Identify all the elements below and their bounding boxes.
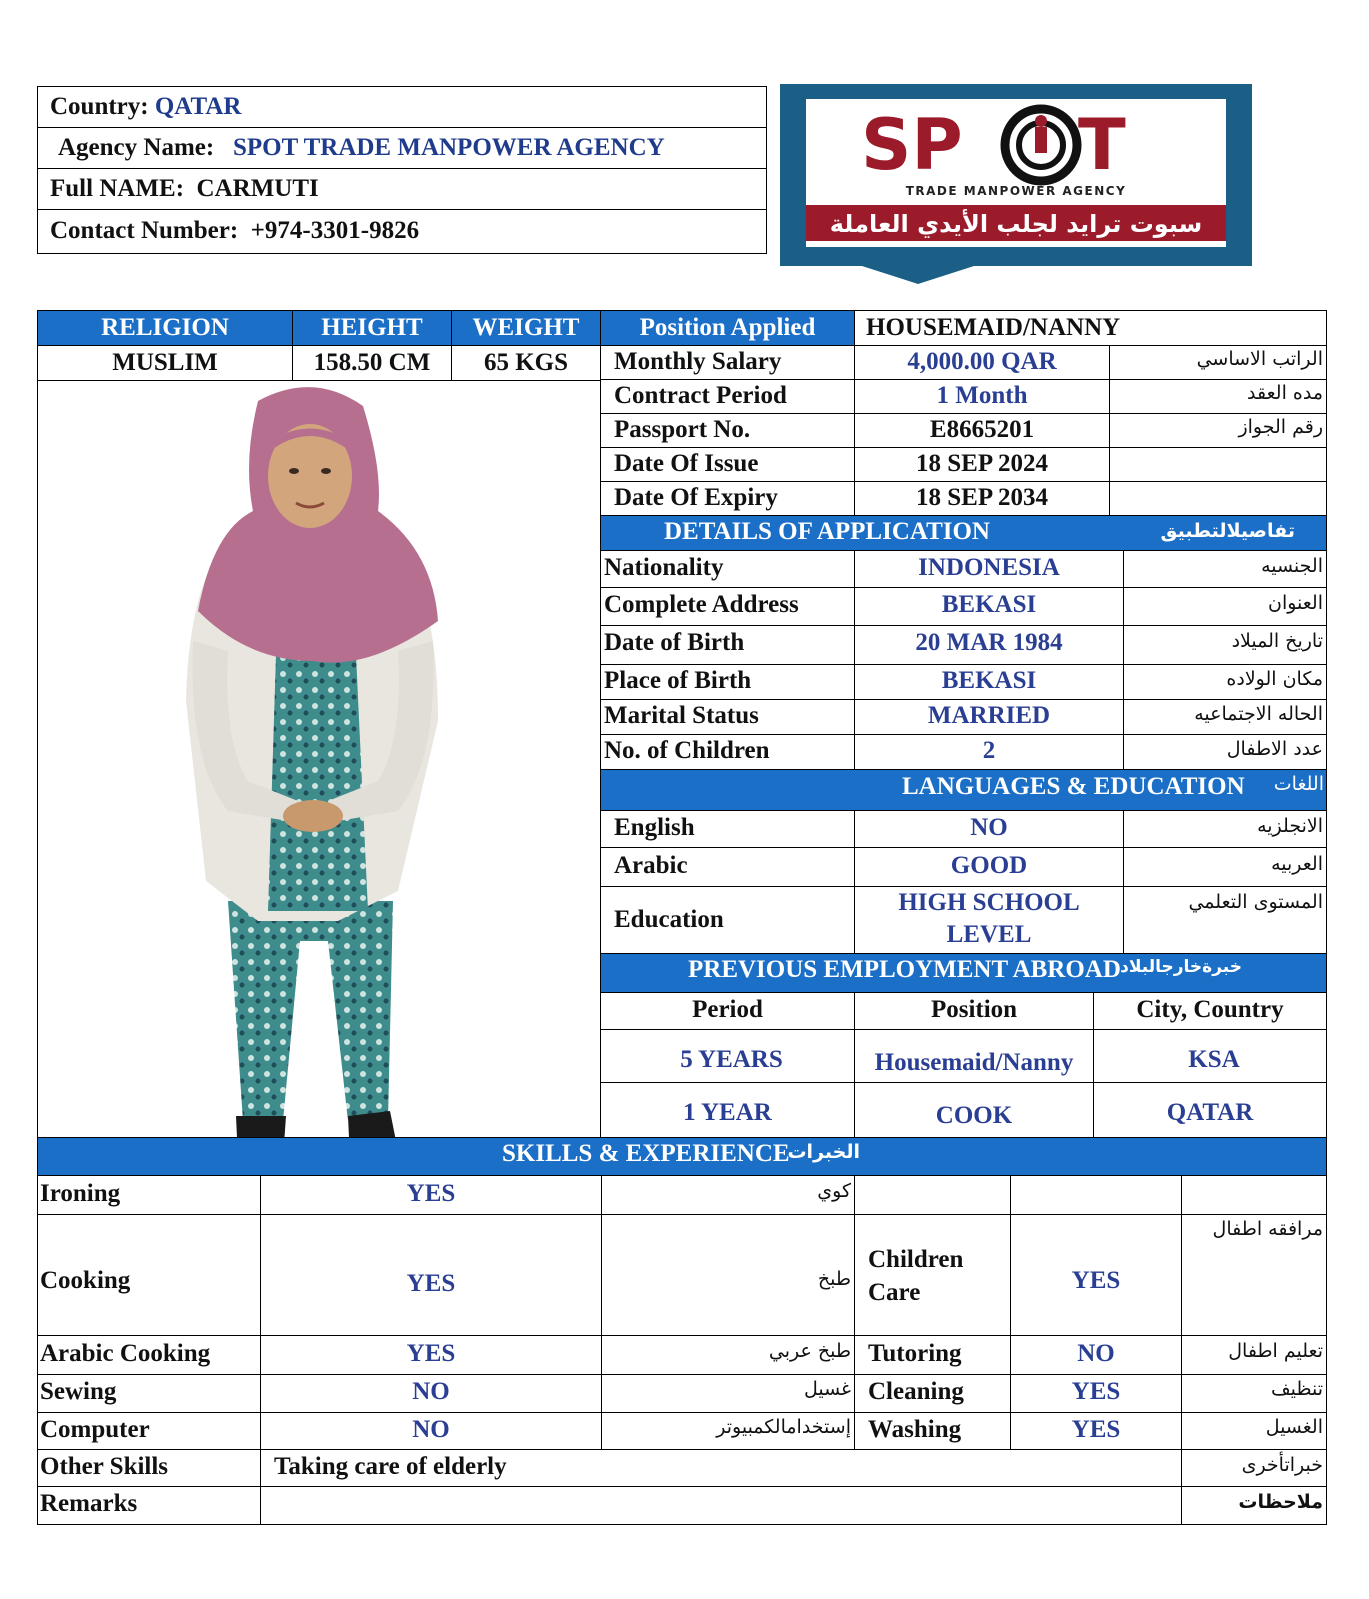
religion-header: RELIGION xyxy=(101,314,229,341)
education-value-line1: HIGH SCHOOL xyxy=(898,889,1080,916)
arabic-label: Arabic xyxy=(614,852,688,879)
employment-title: PREVIOUS EMPLOYMENT ABROAD xyxy=(688,956,1121,983)
salary-label: Monthly Salary xyxy=(614,348,782,375)
nationality-ar: الجنسيه xyxy=(1261,555,1323,577)
contact-label: Contact Number: xyxy=(50,216,239,244)
fullname-label: Full NAME: xyxy=(50,175,185,202)
agency-value: SPOT TRADE MANPOWER AGENCY xyxy=(232,134,665,161)
logo-subtitle: TRADE MANPOWER AGENCY xyxy=(905,184,1127,198)
expiry-date-value: 18 SEP 2034 xyxy=(916,484,1048,511)
arabic-ar: العربيه xyxy=(1271,853,1323,875)
dob-label: Date of Birth xyxy=(604,629,745,656)
employment-city-country: QATAR xyxy=(1166,1099,1254,1126)
washing-ar: الغسيل xyxy=(1265,1416,1323,1438)
spot-logo-graphic xyxy=(806,99,1226,247)
employment-title-ar: خبرةخارجالبلاد xyxy=(1120,957,1242,977)
remarks-value-cell xyxy=(260,1486,1182,1525)
contract-period-value: 1 Month xyxy=(936,382,1028,409)
arabic-cooking-ar: طبخ عربي xyxy=(768,1340,851,1362)
pob-label: Place of Birth xyxy=(604,667,752,694)
employment-city-country: KSA xyxy=(1188,1046,1240,1073)
languages-title: LANGUAGES & EDUCATION xyxy=(902,773,1245,800)
agency-logo xyxy=(780,84,1252,266)
height-header: HEIGHT xyxy=(321,314,423,341)
height-value: 158.50 CM xyxy=(313,349,431,376)
passport-value: E8665201 xyxy=(929,416,1035,443)
washing-value: YES xyxy=(1071,1416,1121,1443)
arabic-cooking-label: Arabic Cooking xyxy=(40,1340,211,1367)
marital-value: MARRIED xyxy=(927,702,1051,729)
passport-ar: رقم الجواز xyxy=(1238,416,1323,438)
arabic-cooking-value: YES xyxy=(406,1340,456,1367)
children-care-ar: مرافقه اطفال xyxy=(1212,1218,1323,1240)
english-ar: الانجلزيه xyxy=(1257,815,1323,837)
employment-period: 1 YEAR xyxy=(683,1099,772,1126)
skill-value-cell xyxy=(1010,1175,1182,1215)
children-count-ar: عدد الاطفال xyxy=(1226,738,1323,760)
passport-label: Passport No. xyxy=(614,416,751,443)
tutoring-label: Tutoring xyxy=(868,1340,962,1367)
salary-ar: الراتب الاساسي xyxy=(1196,348,1323,370)
sewing-label: Sewing xyxy=(40,1378,117,1405)
english-label: English xyxy=(614,814,695,841)
employment-position: COOK xyxy=(935,1102,1013,1129)
nationality-value: INDONESIA xyxy=(918,554,1060,581)
photo-cell xyxy=(37,380,601,1160)
logo-word-left: SP xyxy=(861,104,963,186)
children-count-value: 2 xyxy=(982,737,996,764)
contact-value: +974-3301-9826 xyxy=(250,216,420,244)
salary-value: 4,000.00 QAR xyxy=(907,348,1057,375)
details-title-ar: تفاصيلالتطبيق xyxy=(1160,520,1295,542)
nationality-label: Nationality xyxy=(604,554,724,581)
dob-ar: تاريخ الميلاد xyxy=(1231,630,1323,652)
country-value: QATAR xyxy=(154,93,242,120)
fullname-value: CARMUTI xyxy=(196,175,319,202)
children-care-label-line2: Care xyxy=(868,1279,921,1306)
ironing-value: YES xyxy=(406,1180,456,1207)
logo-figure xyxy=(1035,127,1047,153)
pob-ar: مكان الولاده xyxy=(1226,668,1323,690)
dob-value: 20 MAR 1984 xyxy=(915,629,1063,656)
remarks-ar: ملاحظات xyxy=(1238,1491,1323,1513)
children-care-value: YES xyxy=(1071,1267,1121,1294)
contract-period-ar: مده العقد xyxy=(1247,382,1323,404)
details-title: DETAILS OF APPLICATION xyxy=(664,518,990,545)
position-label: Position Applied xyxy=(639,314,816,341)
education-value-line2: LEVEL xyxy=(946,921,1032,948)
other-skills-value: Taking care of elderly xyxy=(274,1453,507,1480)
marital-ar: الحاله الاجتماعيه xyxy=(1194,703,1323,725)
remarks-label: Remarks xyxy=(40,1490,138,1517)
skills-title: SKILLS & EXPERIENCE xyxy=(502,1140,790,1167)
cooking-label: Cooking xyxy=(40,1267,131,1294)
employment-period: 5 YEARS xyxy=(680,1046,783,1073)
skills-title-ar: الخبرات xyxy=(787,1141,860,1163)
logo-figure-head xyxy=(1035,115,1047,127)
children-count-label: No. of Children xyxy=(604,737,770,764)
washing-label: Washing xyxy=(868,1416,962,1443)
tutoring-ar: تعليم اطفال xyxy=(1228,1340,1323,1362)
employment-position: Housemaid/Nanny xyxy=(874,1049,1074,1076)
skill-label-cell xyxy=(854,1214,1011,1336)
skill-label-cell xyxy=(854,1175,1011,1215)
education-label: Education xyxy=(614,906,724,933)
fullname-row xyxy=(38,169,766,210)
logo-pointer xyxy=(862,266,974,284)
applicant-info-box xyxy=(37,86,767,254)
sewing-value: NO xyxy=(412,1378,450,1405)
cleaning-value: YES xyxy=(1071,1378,1121,1405)
computer-label: Computer xyxy=(40,1416,150,1443)
expiry-date-label: Date Of Expiry xyxy=(614,484,778,511)
agency-label: Agency Name: xyxy=(58,134,215,161)
pob-value: BEKASI xyxy=(941,667,1037,694)
contract-ar-cell xyxy=(1109,447,1327,482)
ironing-ar: كوي xyxy=(817,1180,851,1202)
education-ar: المستوى التعلمي xyxy=(1188,891,1323,913)
country-label: Country: xyxy=(50,93,149,120)
contract-period-label: Contract Period xyxy=(614,382,787,409)
english-value: NO xyxy=(970,814,1008,841)
skill-ar-cell xyxy=(1181,1175,1327,1215)
address-value: BEKASI xyxy=(941,591,1037,618)
country-row xyxy=(38,87,766,128)
religion-value: MUSLIM xyxy=(112,349,218,376)
other-skills-ar: خبراتأخرى xyxy=(1241,1454,1323,1476)
logo-word-right: T xyxy=(1078,104,1126,186)
issue-date-label: Date Of Issue xyxy=(614,450,759,477)
children-care-label-line1: Children xyxy=(868,1246,964,1273)
logo-panel xyxy=(806,99,1226,247)
agency-row xyxy=(38,128,766,169)
logo-arabic-text: سبوت ترايد لجلب الأيدي العاملة xyxy=(829,210,1203,238)
weight-value: 65 KGS xyxy=(483,349,569,376)
weight-header: WEIGHT xyxy=(472,314,580,341)
computer-ar: إستخدامالكمبيوتر xyxy=(716,1416,851,1438)
position-header: Position xyxy=(930,996,1018,1023)
languages-title-ar: اللغات xyxy=(1273,773,1324,795)
computer-value: NO xyxy=(412,1416,450,1443)
cooking-value: YES xyxy=(406,1270,456,1297)
other-skills-label: Other Skills xyxy=(40,1453,169,1480)
ironing-label: Ironing xyxy=(40,1180,121,1207)
contact-row xyxy=(38,210,766,251)
sewing-ar: غسيل xyxy=(803,1378,851,1400)
cleaning-ar: تنظيف xyxy=(1270,1378,1323,1400)
issue-date-value: 18 SEP 2024 xyxy=(916,450,1048,477)
tutoring-value: NO xyxy=(1077,1340,1115,1367)
contract-ar-cell xyxy=(1109,481,1327,516)
cleaning-label: Cleaning xyxy=(868,1378,964,1405)
position-value: HOUSEMAID/NANNY xyxy=(866,314,1121,341)
arabic-value: GOOD xyxy=(950,852,1028,879)
applicant-photo xyxy=(38,381,600,1159)
cooking-ar: طبخ xyxy=(817,1268,851,1290)
address-ar: العنوان xyxy=(1267,592,1323,614)
marital-label: Marital Status xyxy=(604,702,759,729)
period-header: Period xyxy=(692,996,763,1023)
city-country-header: City, Country xyxy=(1136,996,1284,1023)
address-label: Complete Address xyxy=(604,591,799,618)
